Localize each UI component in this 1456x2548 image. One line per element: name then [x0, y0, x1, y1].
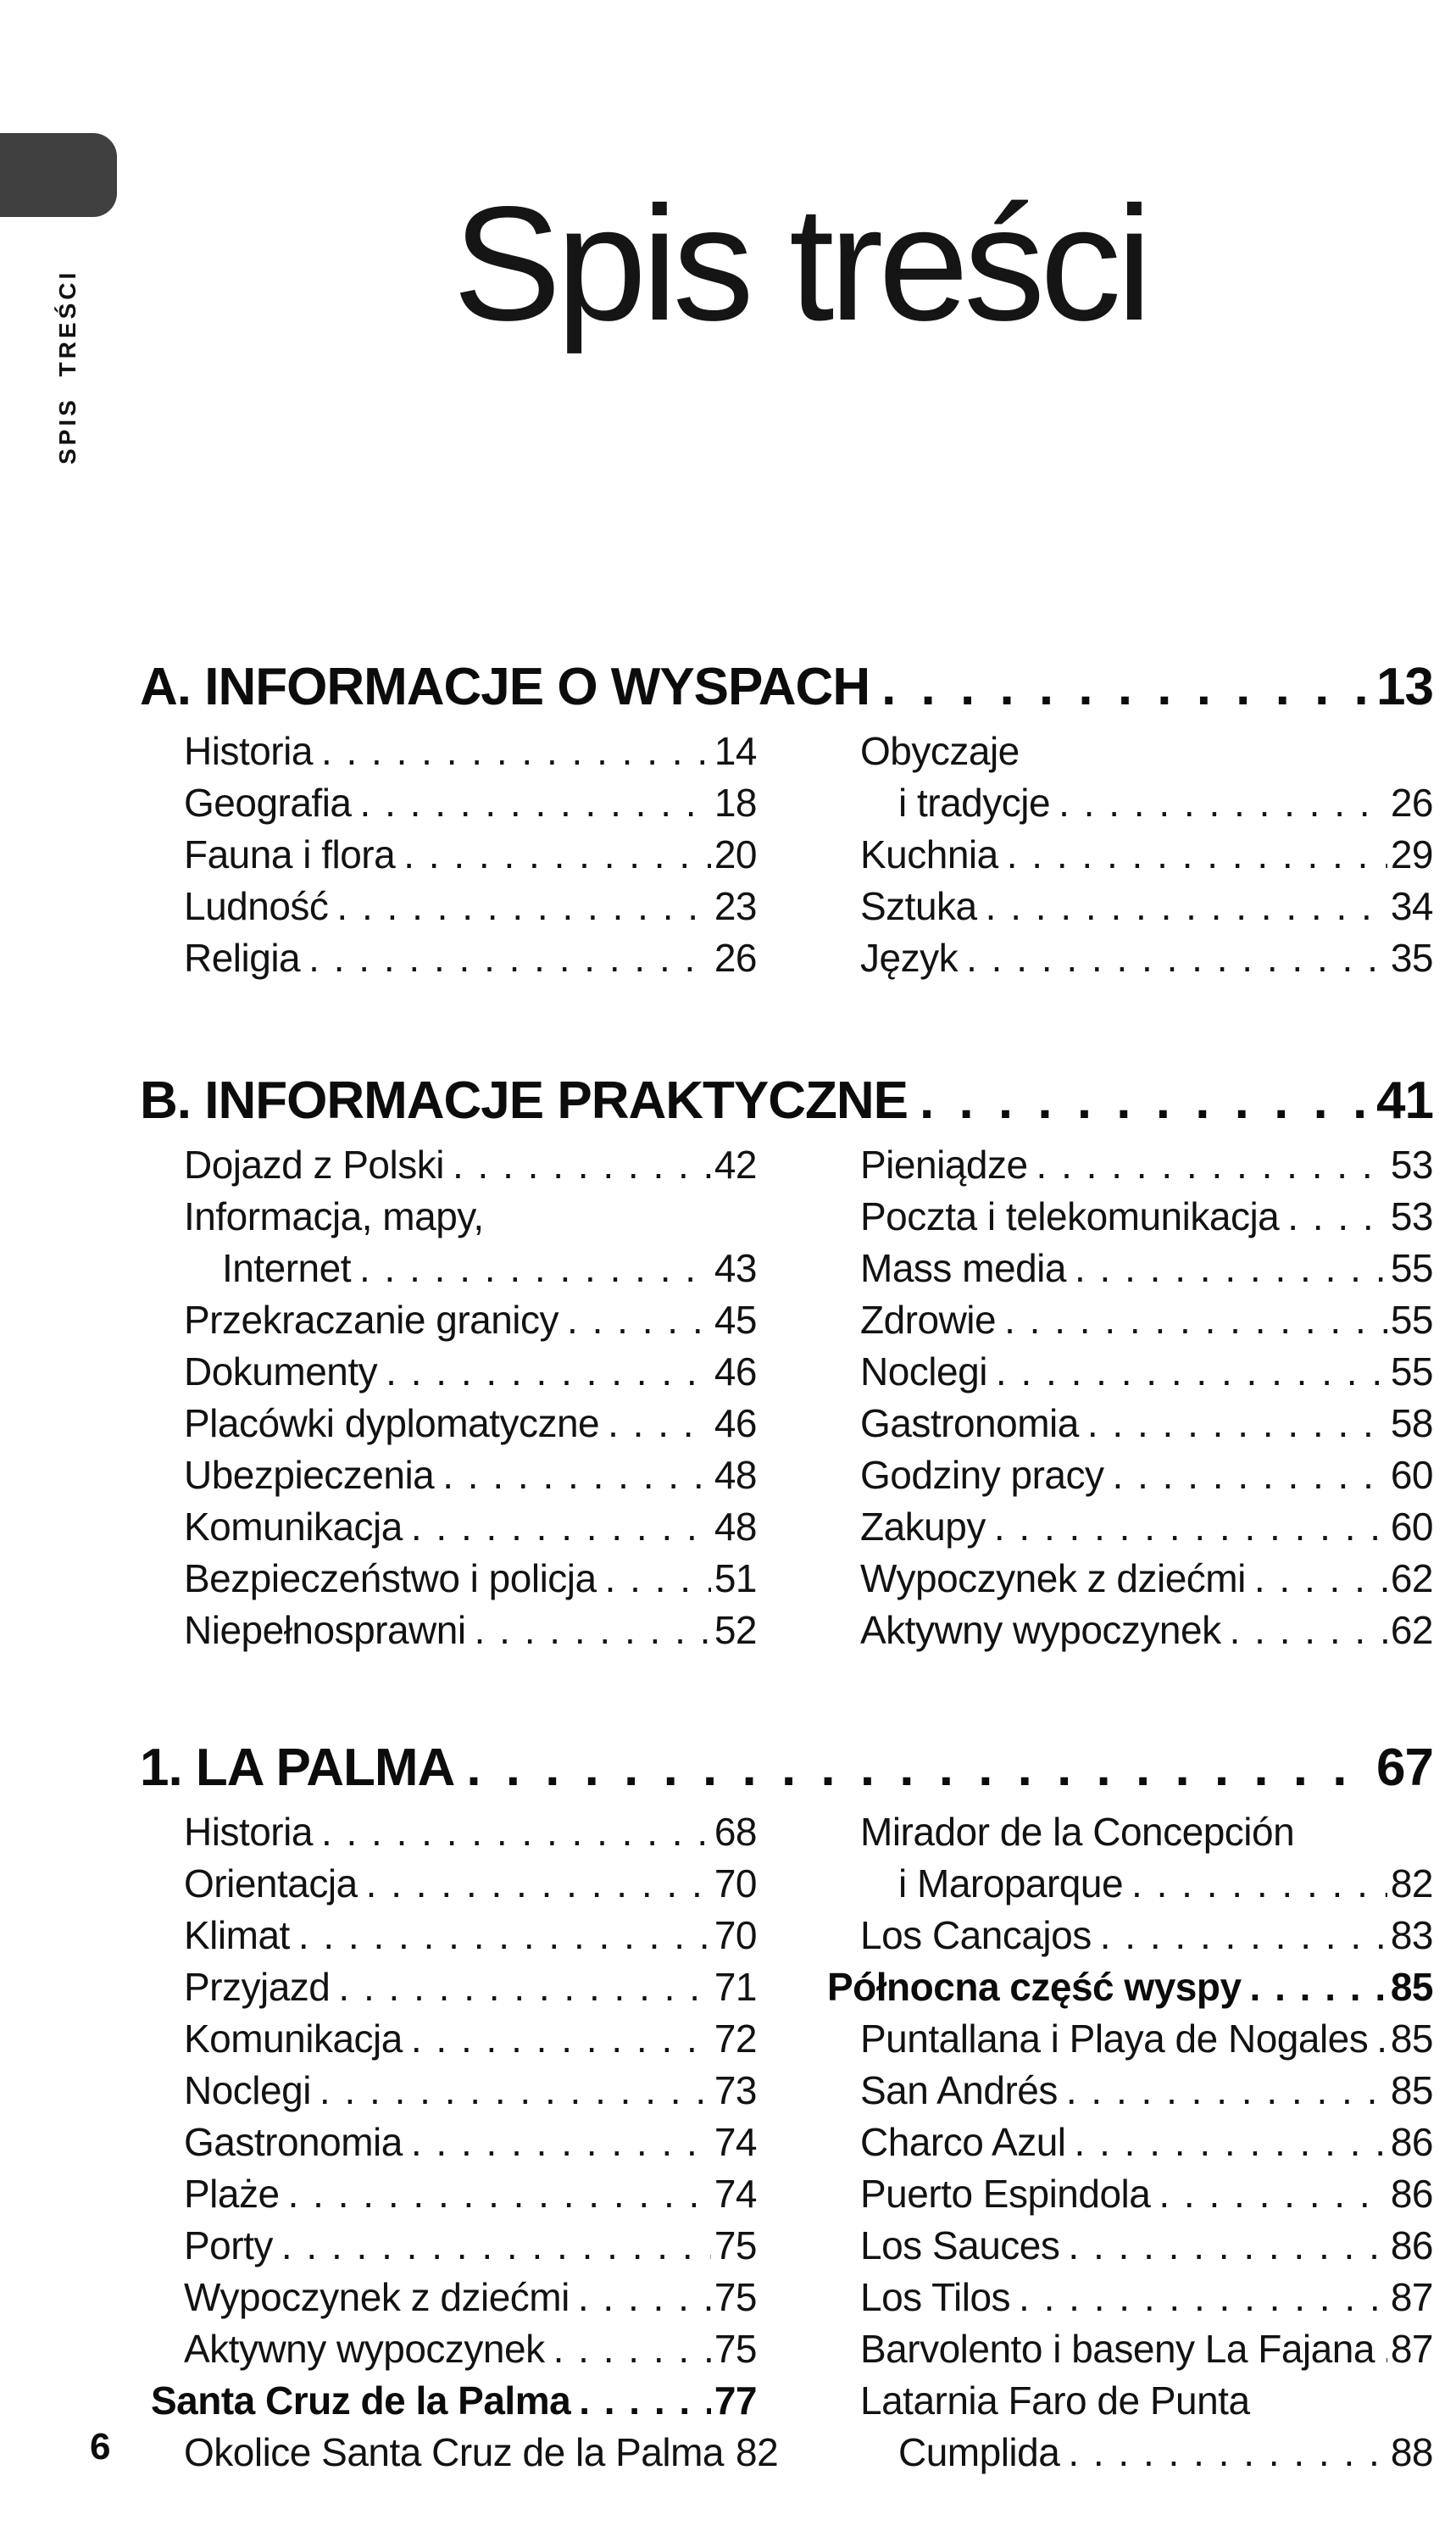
toc-entry: [816, 1294, 1433, 1346]
toc-entry-page: 82: [1390, 1861, 1433, 1905]
toc-entry: [140, 932, 757, 984]
toc-entry-page: 46: [714, 1401, 757, 1445]
toc-entry: [816, 1501, 1433, 1553]
toc-entry: [140, 2220, 757, 2272]
toc-entry-page: 88: [1390, 2430, 1433, 2474]
toc-entry-label: Zdrowie: [860, 1298, 997, 1342]
toc-entry-page: 53: [1390, 1143, 1433, 1187]
toc-entry: [140, 726, 757, 777]
leader-dots: [996, 1346, 1387, 1398]
toc-entry-label: Los Tilos: [860, 2275, 1011, 2319]
toc-entry-page: 43: [714, 1246, 757, 1290]
toc-entry: [816, 1243, 1433, 1294]
leader-dots: [308, 932, 711, 984]
toc-entry: [140, 1501, 757, 1553]
toc-section: [140, 658, 1433, 984]
leader-dots: [567, 1294, 711, 1346]
toc-entry-label: Historia: [184, 729, 313, 773]
toc-entry-label: Los Cancajos: [860, 1913, 1092, 1957]
toc-entry: [140, 2117, 757, 2168]
leader-dots: [321, 726, 711, 777]
toc-entry-label: Puerto Espindola: [860, 2172, 1151, 2216]
toc-entry-page: 70: [714, 1913, 757, 1957]
toc-column: [140, 726, 757, 984]
leader-dots: [411, 2013, 711, 2065]
toc-entry-page: 60: [1390, 1505, 1433, 1549]
toc-entry-page: 68: [714, 1810, 757, 1854]
leader-dots: [1075, 1243, 1387, 1294]
toc-entry-label: Cumplida: [898, 2430, 1060, 2474]
leader-dots: [359, 1243, 711, 1294]
toc-entry: [816, 881, 1433, 932]
toc-entry: [816, 2323, 1433, 2375]
toc-entry-page: 75: [714, 2223, 757, 2267]
toc-section: [140, 1071, 1433, 1656]
toc-entry-page: 74: [714, 2120, 757, 2164]
toc-entry-label: Historia: [184, 1810, 313, 1854]
toc-entry-page: 18: [714, 781, 757, 825]
toc-heading-label: B. INFORMACJE PRAKTYCZNE: [140, 1071, 909, 1130]
leader-dots: [1254, 1553, 1387, 1605]
toc-entry-page: 55: [1390, 1246, 1433, 1290]
toc-entry-label: Aktywny wypoczynek: [860, 1608, 1221, 1652]
leader-dots: [1159, 2168, 1387, 2220]
toc-entry-page: 51: [714, 1556, 757, 1600]
toc-entry-page: 45: [714, 1298, 757, 1342]
toc-entry: [816, 2168, 1433, 2220]
toc-entry-label: Zakupy: [860, 1505, 986, 1549]
toc-entry-label: Dojazd z Polski: [184, 1143, 444, 1187]
toc-entry: [816, 1139, 1433, 1191]
leader-dots: [386, 1346, 711, 1398]
leader-dots: [881, 658, 1370, 717]
toc-entry-page: 82: [735, 2430, 779, 2474]
leader-dots: [366, 1858, 711, 1910]
toc-entry-page: 35: [1390, 936, 1433, 980]
leader-dots: [453, 1139, 711, 1191]
toc-heading-label: 1. LA PALMA: [140, 1739, 455, 1797]
toc-entry: [816, 829, 1433, 881]
toc-entry-label: San Andrés: [860, 2068, 1058, 2112]
toc-entry-label: i Maroparque: [898, 1861, 1124, 1905]
leader-dots: [579, 2375, 711, 2427]
toc-entry-label: Latarnia Faro de Punta: [860, 2378, 1250, 2423]
leader-dots: [1059, 777, 1387, 829]
toc-entry: [140, 1191, 757, 1243]
toc-entry-label: Sztuka: [860, 884, 977, 928]
toc-entry-label: Informacja, mapy,: [184, 1194, 484, 1238]
toc-entry: [816, 1858, 1433, 1910]
toc-column: [816, 726, 1433, 984]
toc-section-heading: [140, 658, 1433, 717]
toc-entry-page: 86: [1390, 2172, 1433, 2216]
toc-entry-page: 62: [1390, 1556, 1433, 1600]
toc-entry-page: 26: [1390, 781, 1433, 825]
toc-entry-label: Kuchnia: [860, 832, 998, 876]
toc-columns: [140, 726, 1433, 984]
toc-entry-page: 53: [1390, 1194, 1433, 1238]
toc-entry: [140, 1806, 757, 1858]
leader-dots: [1075, 2117, 1387, 2168]
leader-dots: [336, 881, 710, 932]
leader-dots: [1131, 1858, 1387, 1910]
toc-entry-page: 29: [1390, 832, 1433, 876]
toc-entry-label: Noclegi: [184, 2068, 311, 2112]
leader-dots: [403, 829, 711, 881]
toc-entry: [140, 2168, 757, 2220]
toc-entry: [140, 1961, 757, 2013]
toc-entry: [816, 726, 1433, 777]
spine-label: SPIS TREŚCI: [54, 269, 81, 465]
toc-entry: [816, 1449, 1433, 1501]
leader-dots: [1007, 829, 1387, 881]
toc-entry: [816, 1605, 1433, 1656]
toc-entry-label: Internet: [222, 1246, 351, 1290]
leader-dots: [1019, 2272, 1387, 2323]
toc-entry: [816, 2013, 1433, 2065]
toc-entry-label: Noclegi: [860, 1349, 987, 1394]
toc-entry: [140, 2065, 757, 2117]
toc-entry-label: Godziny pracy: [860, 1453, 1104, 1497]
toc-heading-label: A. INFORMACJE O WYSPACH: [140, 658, 870, 716]
toc-entry: [140, 777, 757, 829]
toc-entry-page: 58: [1390, 1401, 1433, 1445]
leader-dots: [1100, 1910, 1387, 1961]
toc-entry-label: Mass media: [860, 1246, 1066, 1290]
toc-heading-page: 41: [1376, 1071, 1433, 1130]
toc-entry-page: 77: [714, 2378, 757, 2423]
toc-entry-page: 87: [1390, 2327, 1433, 2371]
toc-entry-label: Santa Cruz de la Palma: [151, 2378, 571, 2423]
toc-entry: [816, 1910, 1433, 1961]
toc-entry-label: Ludność: [184, 884, 329, 928]
toc-entry: [816, 2220, 1433, 2272]
toc-column: [816, 1139, 1433, 1656]
toc-entry-page: 26: [714, 936, 757, 980]
leader-dots: [1036, 1139, 1387, 1191]
toc-entry: [816, 777, 1433, 829]
toc-entry: [816, 1961, 1433, 2013]
leader-dots: [1376, 2013, 1387, 2065]
leader-dots: [321, 1806, 711, 1858]
leader-dots: [475, 1605, 711, 1656]
toc-entry-label: Ubezpieczenia: [184, 1453, 435, 1497]
toc-entry-page: 73: [714, 2068, 757, 2112]
toc-entry-label: Los Sauces: [860, 2223, 1060, 2267]
leader-dots: [986, 881, 1387, 932]
toc-entry-page: 48: [714, 1505, 757, 1549]
toc-column: [140, 1139, 757, 1656]
toc-entry: [816, 2375, 1433, 2427]
toc-entry-page: 75: [714, 2327, 757, 2371]
leader-dots: [1230, 1605, 1387, 1656]
toc-entry: [816, 2117, 1433, 2168]
toc-entry-label: Pieniądze: [860, 1143, 1028, 1187]
toc-entry: [140, 2323, 757, 2375]
toc-entry-page: 55: [1390, 1298, 1433, 1342]
toc-entry-page: 85: [1390, 2068, 1433, 2112]
toc-entry-label: Religia: [184, 936, 301, 980]
toc-section-heading: [140, 1071, 1433, 1131]
toc-entry: [816, 2272, 1433, 2323]
leader-dots: [1087, 1398, 1387, 1449]
leader-dots: [1383, 2323, 1387, 2375]
leader-dots: [920, 1071, 1370, 1131]
leader-dots: [1004, 1294, 1387, 1346]
leader-dots: [320, 2065, 711, 2117]
toc-entry-label: Charco Azul: [860, 2120, 1066, 2164]
toc-entry-page: 85: [1390, 1965, 1433, 2009]
toc-entry: [816, 2065, 1433, 2117]
toc-entry-label: Gastronomia: [184, 2120, 403, 2164]
toc-entry-label: Fauna i flora: [184, 832, 396, 876]
toc-entry: [140, 1910, 757, 1961]
page-title: Spis treści: [453, 172, 1148, 354]
toc-entry: [140, 1605, 757, 1656]
toc-entry-page: 75: [714, 2275, 757, 2319]
leader-dots: [288, 2168, 711, 2220]
leader-dots: [608, 1398, 711, 1449]
toc-entry-label: Niepełnosprawni: [184, 1608, 466, 1652]
page-number: 6: [90, 2426, 111, 2467]
toc-entry-page: 85: [1390, 2017, 1433, 2061]
toc-entry-label: Klimat: [184, 1913, 290, 1957]
toc-entry-page: 55: [1390, 1349, 1433, 1394]
toc-entry: [816, 1553, 1433, 1605]
leader-dots: [966, 932, 1387, 984]
toc-entry-label: Placówki dyplomatyczne: [184, 1401, 600, 1445]
toc-entry: [140, 881, 757, 932]
toc-entry-page: 83: [1390, 1913, 1433, 1957]
toc-entry-label: Wypoczynek z dziećmi: [184, 2275, 570, 2319]
toc-entry-page: 87: [1390, 2275, 1433, 2319]
toc-entry-page: 46: [714, 1349, 757, 1394]
toc-entry: [140, 1139, 757, 1191]
toc-entry: [140, 1858, 757, 1910]
leader-dots: [994, 1501, 1387, 1553]
toc-entry-label: Wypoczynek z dziećmi: [860, 1556, 1246, 1600]
toc: [140, 0, 1433, 2548]
leader-dots: [1113, 1449, 1387, 1501]
leader-dots: [1068, 2220, 1387, 2272]
toc-entry-label: Przyjazd: [184, 1965, 331, 2009]
toc-section: [140, 1739, 1433, 2478]
toc-entry-label: Geografia: [184, 781, 352, 825]
toc-entry-page: 70: [714, 1861, 757, 1905]
toc-entry-page: 20: [714, 832, 757, 876]
toc-entry-label: Aktywny wypoczynek: [184, 2327, 545, 2371]
leader-dots: [442, 1449, 711, 1501]
toc-entry-label: Poczta i telekomunikacja: [860, 1194, 1280, 1238]
toc-entry-label: Gastronomia: [860, 1401, 1079, 1445]
toc-entry: [140, 1398, 757, 1449]
toc-entry-label: i tradycje: [898, 781, 1051, 825]
toc-entry: [816, 1398, 1433, 1449]
leader-dots: [360, 777, 711, 829]
toc-entry: [816, 1806, 1433, 1858]
toc-section-heading: [140, 1739, 1433, 1798]
toc-entry-page: 14: [714, 729, 757, 773]
toc-entry-label: Przekraczanie granicy: [184, 1298, 559, 1342]
toc-entry: [140, 2375, 757, 2427]
toc-entry-label: Północna część wyspy: [827, 1965, 1242, 2009]
toc-column: [816, 1806, 1433, 2478]
toc-entry: [816, 2427, 1433, 2478]
toc-entry-label: Barvolento i baseny La Fajana: [860, 2327, 1375, 2371]
toc-heading-page: 13: [1376, 658, 1433, 716]
toc-entry: [140, 2013, 757, 2065]
toc-entry-label: Orientacja: [184, 1861, 358, 1905]
toc-entry: [816, 1346, 1433, 1398]
toc-heading-page: 67: [1376, 1739, 1433, 1797]
toc-entry: [816, 1191, 1433, 1243]
toc-entry-page: 86: [1390, 2120, 1433, 2164]
toc-column: [140, 1806, 779, 2478]
leader-dots: [1066, 2065, 1387, 2117]
toc-entry-label: Bezpieczeństwo i policja: [184, 1556, 597, 1600]
toc-entry-page: 34: [1390, 884, 1433, 928]
leader-dots: [1287, 1191, 1387, 1243]
toc-entry-page: 52: [714, 1608, 757, 1652]
leader-dots: [411, 1501, 711, 1553]
toc-entry: [140, 2272, 757, 2323]
leader-dots: [578, 2272, 711, 2323]
toc-entry-page: 72: [714, 2017, 757, 2061]
toc-entry-label: Plaże: [184, 2172, 280, 2216]
toc-entry-page: 71: [714, 1965, 757, 2009]
toc-entry: [140, 829, 757, 881]
toc-entry-label: Dokumenty: [184, 1349, 378, 1394]
leader-dots: [338, 1961, 710, 2013]
toc-entry: [816, 932, 1433, 984]
toc-entry-page: 48: [714, 1453, 757, 1497]
toc-entry-label: Komunikacja: [184, 1505, 403, 1549]
leader-dots: [553, 2323, 711, 2375]
toc-entry: [140, 1243, 757, 1294]
toc-entry-label: Obyczaje: [860, 729, 1020, 773]
toc-entry: [140, 1346, 757, 1398]
toc-entry-page: 42: [714, 1143, 757, 1187]
toc-entry-page: 62: [1390, 1608, 1433, 1652]
toc-entry-page: 23: [714, 884, 757, 928]
leader-dots: [1068, 2427, 1387, 2478]
toc-entry-label: Mirador de la Concepción: [860, 1810, 1295, 1854]
toc-entry: [140, 2427, 779, 2478]
leader-dots: [605, 1553, 711, 1605]
leader-dots: [466, 1739, 1370, 1798]
toc-entry-label: Komunikacja: [184, 2017, 403, 2061]
leader-dots: [1250, 1961, 1387, 2013]
toc-entry: [140, 1553, 757, 1605]
toc-entry: [140, 1449, 757, 1501]
toc-entry-label: Puntallana i Playa de Nogales: [860, 2017, 1369, 2061]
toc-entry-page: 74: [714, 2172, 757, 2216]
leader-dots: [298, 1910, 711, 1961]
toc-entry-page: 86: [1390, 2223, 1433, 2267]
toc-entry-page: 60: [1390, 1453, 1433, 1497]
toc-entry-label: Porty: [184, 2223, 273, 2267]
toc-entry-label: Język: [860, 936, 959, 980]
toc-entry-label: Okolice Santa Cruz de la Palma: [184, 2430, 724, 2474]
leader-dots: [281, 2220, 711, 2272]
leader-dots: [411, 2117, 711, 2168]
toc-entry: [140, 1294, 757, 1346]
toc-columns: [140, 1806, 1433, 2478]
toc-columns: [140, 1139, 1433, 1656]
